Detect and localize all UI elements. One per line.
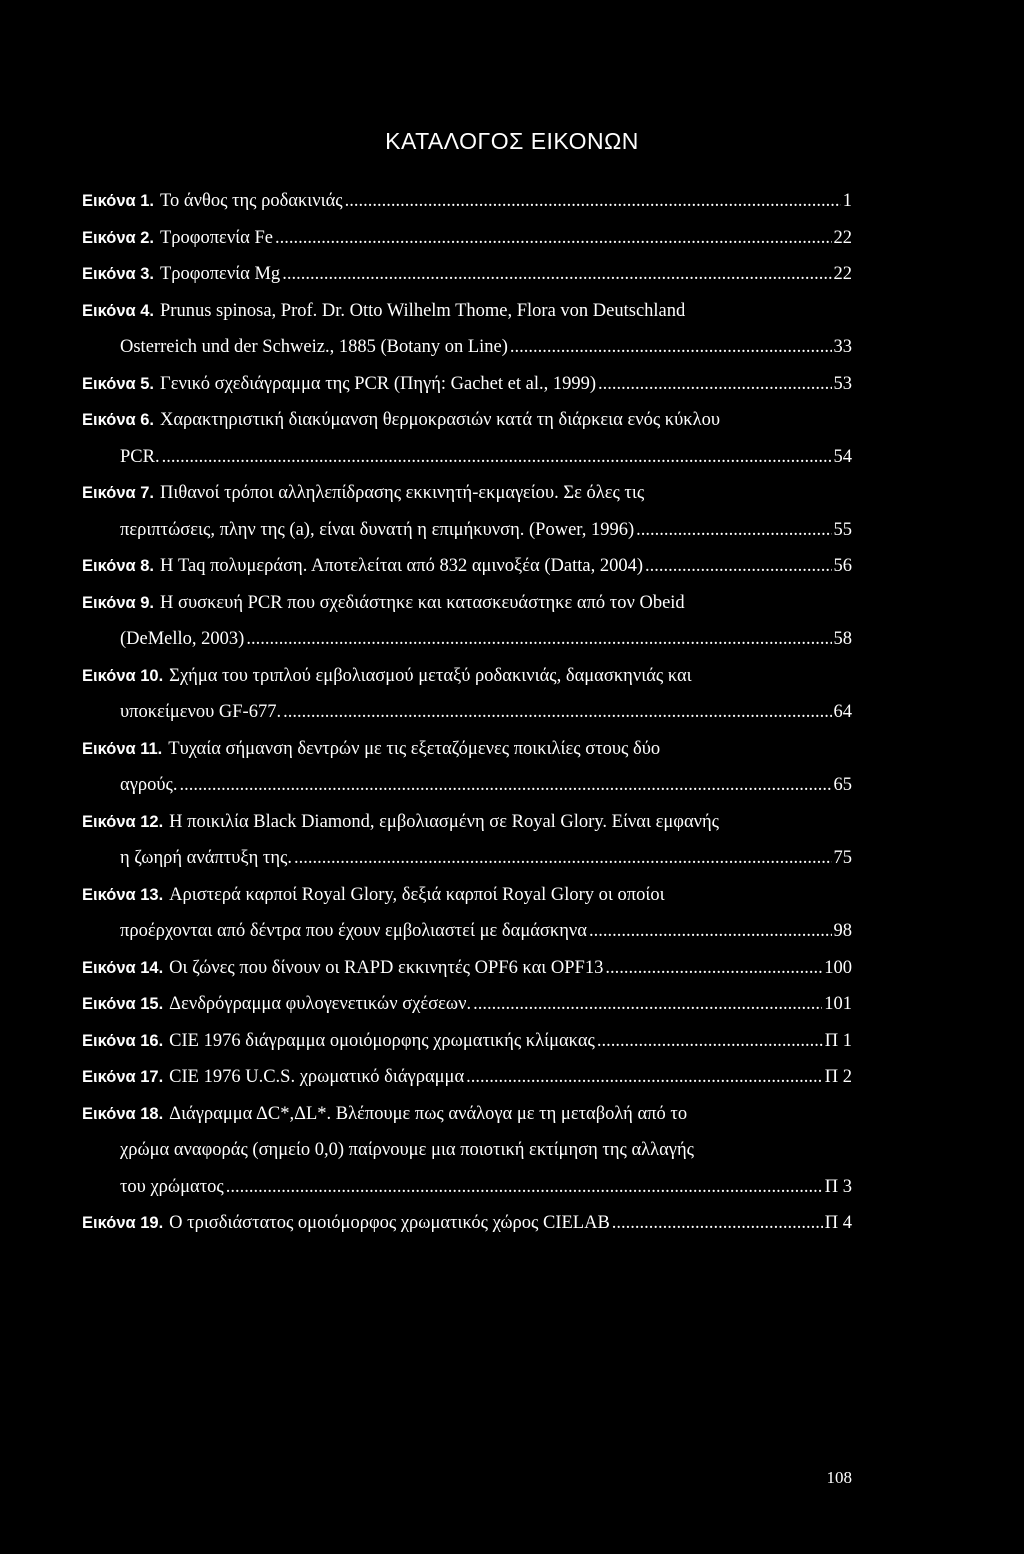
figure-page-number: 98 [833,921,852,941]
figure-page-number: Π 1 [824,1030,852,1051]
figure-caption-text: (DeMello, 2003) [120,629,245,649]
figure-page-number: 55 [833,519,852,540]
figure-entry-continuation-line [82,919,852,956]
figure-entry-first-line [82,883,852,920]
figure-entry-continuation-line [82,445,852,482]
figure-page-number: 1 [842,191,852,211]
figure-label: Εικόνα 1. [82,192,154,210]
figure-entry[interactable] [82,1065,852,1102]
dot-leader [473,992,822,1017]
figure-entry[interactable] [82,591,852,664]
figure-page-number: 65 [833,775,852,795]
figure-page-number: 58 [833,629,852,649]
figure-page-number: Π 4 [824,1213,852,1233]
figure-label: Εικόνα 19. [82,1214,164,1232]
figure-entry-first-line [82,992,852,1029]
figure-entry-first-line [82,591,852,628]
figure-page-number: 75 [833,848,852,868]
figure-page-number: 22 [833,264,852,284]
figure-entry-first-line [82,299,852,336]
figure-entry[interactable] [82,226,852,263]
figure-entry-first-line [82,372,852,409]
dot-leader [466,1065,823,1090]
figure-entry-continuation-line [82,773,852,810]
figure-page-number: 101 [824,994,852,1014]
figure-entry-first-line [82,1102,852,1139]
figure-entry-continuation-line [82,627,852,664]
figure-caption-text: PCR. [120,446,160,467]
dot-leader [345,189,841,214]
dot-leader [645,554,831,579]
dot-leader [636,518,831,543]
figure-entry[interactable] [82,262,852,299]
figure-caption-text: η ζωηρή ανάπτυξη της. [120,848,292,868]
figure-label: Εικόνα 17. [82,1068,164,1086]
figure-label: Εικόνα 15. [82,995,164,1013]
figure-entry-continuation-line [82,335,852,372]
figure-label: Εικόνα 9. [82,593,154,612]
figure-caption-text: Σχήμα του τριπλού εμβολιασμού μεταξύ ροδακινιάς, δαμασκηνιάς και [169,665,692,686]
dot-leader [605,956,822,981]
figure-entry[interactable] [82,189,852,226]
figure-entry[interactable] [82,372,852,409]
dot-leader [162,445,832,470]
figure-entry[interactable] [82,956,852,993]
figure-caption-text: Διάγραμμα ΔC*,ΔL*. Βλέπουμε πως ανάλογα με τη μεταβολή από το [169,1103,688,1124]
figure-entry[interactable] [82,737,852,810]
figure-page-number: 56 [833,556,852,576]
figure-caption-text: περιπτώσεις, πλην της (a), είναι δυνατή η επιμήκυνση. (Power, 1996) [120,519,635,540]
figure-entry-continuation-line [82,518,852,555]
dot-leader [282,262,831,287]
figure-page-number: 100 [824,957,852,978]
figure-caption-text: CIE 1976 διάγραμμα ομοιόμορφης χρωματικής κλίμακας [169,1030,595,1051]
figure-entry[interactable] [82,481,852,554]
dot-leader [226,1175,823,1200]
figure-label: Εικόνα 4. [82,301,154,320]
figure-label: Εικόνα 14. [82,958,164,977]
figure-page-number: 53 [833,373,852,394]
figure-entry[interactable] [82,883,852,956]
figure-label: Εικόνα 18. [82,1104,164,1123]
figure-entry-first-line [82,1211,852,1248]
figure-caption-text: χρώμα αναφοράς (σημείο 0,0) παίρνουμε μια ποιοτική εκτίμηση της αλλαγής [120,1140,694,1160]
figure-label: Εικόνα 3. [82,265,154,283]
figure-caption-text: προέρχονται από δέντρα που έχουν εμβολιαστεί με δαμάσκηνα [120,921,587,941]
figure-caption-text: Η ποικιλία Black Diamond, εμβολιασμένη σε Royal Glory. Είναι εμφανής [169,811,720,832]
figure-entry[interactable] [82,554,852,591]
figure-label: Εικόνα 6. [82,411,154,429]
figure-page-number: Π 3 [824,1176,852,1197]
figure-label: Εικόνα 7. [82,484,154,502]
figure-page-number: 33 [833,337,852,357]
figure-entry[interactable] [82,408,852,481]
figure-entry[interactable] [82,664,852,737]
figure-entry-first-line [82,956,852,993]
figure-entry-first-line [82,554,852,591]
figure-caption-text: Πιθανοί τρόποι αλληλεπίδρασης εκκινητή-εκμαγείου. Σε όλες τις [160,483,645,503]
figure-label: Εικόνα 10. [82,666,164,685]
figure-page-number: Π 2 [824,1067,852,1087]
figure-label: Εικόνα 12. [82,812,164,831]
figure-caption-text: Τροφοπενία Fe [160,227,273,248]
figure-caption-text: του χρώματος [120,1176,224,1197]
figure-entry-first-line [82,408,852,445]
dot-leader [612,1211,823,1236]
figure-list [82,189,852,1248]
figure-caption-text: Osterreich und der Schweiz., 1885 (Botany on Line) [120,337,508,357]
figure-caption-text: Αριστερά καρποί Royal Glory, δεξιά καρποί Royal Glory οι οποίοι [169,884,665,905]
figure-page-number: 54 [833,446,852,467]
figure-entry[interactable] [82,1211,852,1248]
figure-entry-first-line [82,664,852,701]
figure-entry[interactable] [82,299,852,372]
figure-caption-text: Prunus spinosa, Prof. Dr. Otto Wilhelm Thome, Flora von Deutschland [160,300,686,321]
figure-page-number: 64 [833,702,852,722]
dot-leader [179,773,831,798]
page-number: 108 [826,1468,852,1487]
figure-caption-text: Τροφοπενία Mg [160,264,281,284]
dot-leader [597,1029,823,1054]
figure-caption-text: Γενικό σχεδιάγραμμα της PCR (Πηγή: Gachet et al., 1999) [160,373,597,394]
figure-label: Εικόνα 11. [82,739,163,758]
figure-entry[interactable] [82,1029,852,1066]
figure-caption-text: υποκείμενου GF-677. [120,702,282,722]
figure-caption-text: αγρούς. [120,775,178,795]
figure-label: Εικόνα 13. [82,885,164,904]
dot-leader [283,700,831,725]
figure-entry-first-line [82,1029,852,1066]
dot-leader [598,372,831,397]
figure-entry[interactable] [82,1102,852,1212]
figure-caption-text: CIE 1976 U.C.S. χρωματικό διάγραμμα [169,1067,465,1087]
figure-label: Εικόνα 16. [82,1031,164,1050]
figure-entry-first-line [82,262,852,299]
figure-caption-text: Η συσκευή PCR που σχεδιάστηκε και κατασκευάστηκε από τον Obeid [160,592,685,613]
figure-entry[interactable] [82,992,852,1029]
figure-entry-first-line [82,481,852,518]
figure-caption-text: Η Taq πολυμεράση. Αποτελείται από 832 αμινοξέα (Datta, 2004) [160,556,644,576]
dot-leader [275,226,832,251]
dot-leader [589,919,832,944]
figure-caption-text: Το άνθος της ροδακινιάς [160,191,343,211]
figure-caption-text: Οι ζώνες που δίνουν οι RAPD εκκινητές OPF6 και OPF13 [169,957,604,978]
figure-label: Εικόνα 5. [82,374,154,393]
figure-entry-first-line [82,737,852,774]
dot-leader [294,846,832,871]
figure-page-number: 22 [833,227,852,248]
figure-entry-continuation-line [82,846,852,883]
figure-entry-continuation-line [82,1175,852,1212]
figure-label: Εικόνα 8. [82,557,154,575]
figure-label: Εικόνα 2. [82,228,154,247]
figure-entry-continuation-line [82,700,852,737]
dot-leader [510,335,832,360]
figure-entry[interactable] [82,810,852,883]
page-title: ΚΑΤΑΛΟΓΟΣ ΕΙΚΟΝΩΝ [385,128,639,154]
dot-leader [246,627,831,652]
figure-entry-continuation-line [82,1138,852,1175]
figure-entry-first-line [82,226,852,263]
figure-caption-text: Τυχαία σήμανση δεντρών με τις εξεταζόμενες ποικιλίες στους δύο [168,738,661,759]
figure-entry-first-line [82,810,852,847]
figure-entry-first-line [82,1065,852,1102]
figure-entry-first-line [82,189,852,226]
figure-caption-text: Χαρακτηριστική διακύμανση θερμοκρασιών κατά τη διάρκεια ενός κύκλου [160,410,720,430]
figure-caption-text: Ο τρισδιάστατος ομοιόμορφος χρωματικός χώρος CIELAB [169,1213,610,1233]
figure-caption-text: Δενδρόγραμμα φυλογενετικών σχέσεων. [169,994,472,1014]
